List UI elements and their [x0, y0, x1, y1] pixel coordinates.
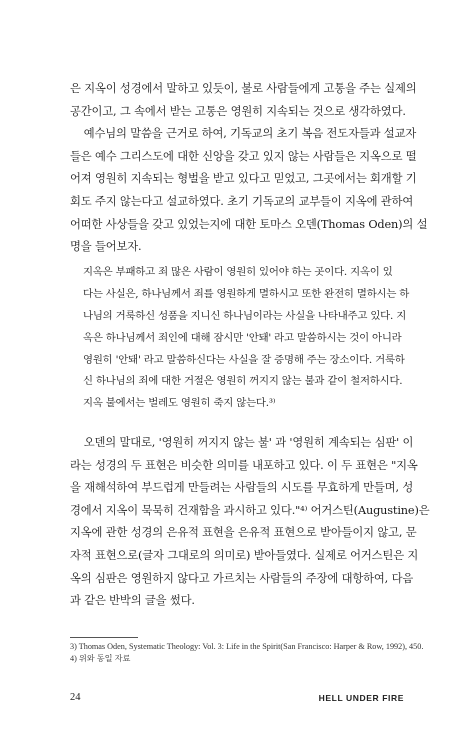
text-line: 자적 표현으로(글자 그대로의 의미로) 받아들였다. 실제로 어거스틴은 지 — [70, 548, 419, 562]
page-number: 24 — [70, 692, 81, 703]
text-line: 어져 영원히 지속되는 형벌을 받고 있다고 믿었고, 그곳에서는 회개할 기 — [70, 172, 417, 186]
footnote-divider — [70, 637, 138, 638]
quote-line: 신 하나님의 죄에 대한 거절은 영원히 꺼지지 않는 불과 같이 철저하시다. — [83, 375, 403, 388]
text-line: 을 재해석하여 부드럽게 만들려는 사람들의 시도를 무효하게 만들며, 성 — [70, 481, 414, 495]
text-line: 예수님의 말씀을 근거로 하여, 기독교의 초기 복음 전도자들과 설교자 — [70, 127, 417, 141]
footnote-3: 3) Thomas Oden, Systematic Theology: Vol. 3: Life in the Spirit(San Francisco: Harper & Row, 1992), 450. — [70, 642, 424, 651]
text-line: 지옥에 관한 성경의 은유적 표현을 은유적 표현으로 받아들이지 않고, 문 — [70, 526, 417, 540]
text-line: 과 같은 반박의 글을 썼다. — [70, 594, 195, 608]
quote-line: 옥은 하나님께서 죄인에 대해 잠시만 '안돼' 라고 말씀하시는 것이 아니라 — [83, 331, 402, 344]
quote-line: 지옥은 부패하고 죄 많은 사람이 영원히 있어야 하는 곳이다. 지옥이 있 — [83, 266, 393, 278]
text-line: 회도 주지 않는다고 설교하였다. 초기 기독교의 교부들이 지옥에 관하여 — [70, 194, 414, 208]
text-line: 라는 성경의 두 표현은 비슷한 의미를 내포하고 있다. 이 두 표현은 "지옥 — [70, 458, 418, 472]
body-paragraph-1 — [70, 78, 428, 259]
quote-line: 지옥 불에서는 벌레도 영원히 죽지 않는다.³⁾ — [83, 397, 276, 410]
running-title: HELL UNDER FIRE — [318, 693, 404, 703]
quote-line: 영원히 '안돼' 라고 말씀하신다는 사실을 잘 증명해 주는 장소이다. 거룩하 — [83, 353, 405, 366]
text-line: 들은 예수 그리스도에 대한 신앙을 갖고 있지 않는 사람들은 지옥으로 떨 — [70, 149, 417, 163]
text-line: 명을 들어보자. — [70, 240, 142, 254]
text-line: 경에서 지옥이 묵묵히 건재함을 과시하고 있다."⁴⁾ 어거스틴(Augustine)은 — [70, 503, 430, 517]
quote-line: 나님의 거룩하신 성품을 지니신 하나님이라는 사실을 나타내주고 있다. 지 — [83, 309, 407, 322]
quote-line: 다는 사실은, 하나님께서 죄를 영원하게 멸하시고 또한 완전히 멸하시는 하 — [83, 287, 410, 300]
footnote-4: 4) 위와 동일 자료 — [70, 654, 131, 663]
text-line: 어떠한 사상들을 갖고 있었는지에 대한 토마스 오덴(Thomas Oden)의 설 — [70, 217, 428, 231]
text-line: 오덴의 말대로, '영원히 꺼지지 않는 불' 과 '영원히 계속되는 심판' 이 — [70, 436, 414, 449]
body-paragraph-2 — [70, 432, 430, 613]
block-quote — [83, 262, 410, 415]
text-line: 은 지옥이 성경에서 말하고 있듯이, 불로 사람들에게 고통을 주는 실제의 — [70, 82, 417, 95]
text-line: 공간이고, 그 속에서 받는 고통은 영원히 지속되는 것으로 생각하였다. — [70, 104, 406, 118]
text-line: 옥의 심판은 영원하지 않다고 가르치는 사람들의 주장에 대항하여, 다음 — [70, 571, 414, 585]
